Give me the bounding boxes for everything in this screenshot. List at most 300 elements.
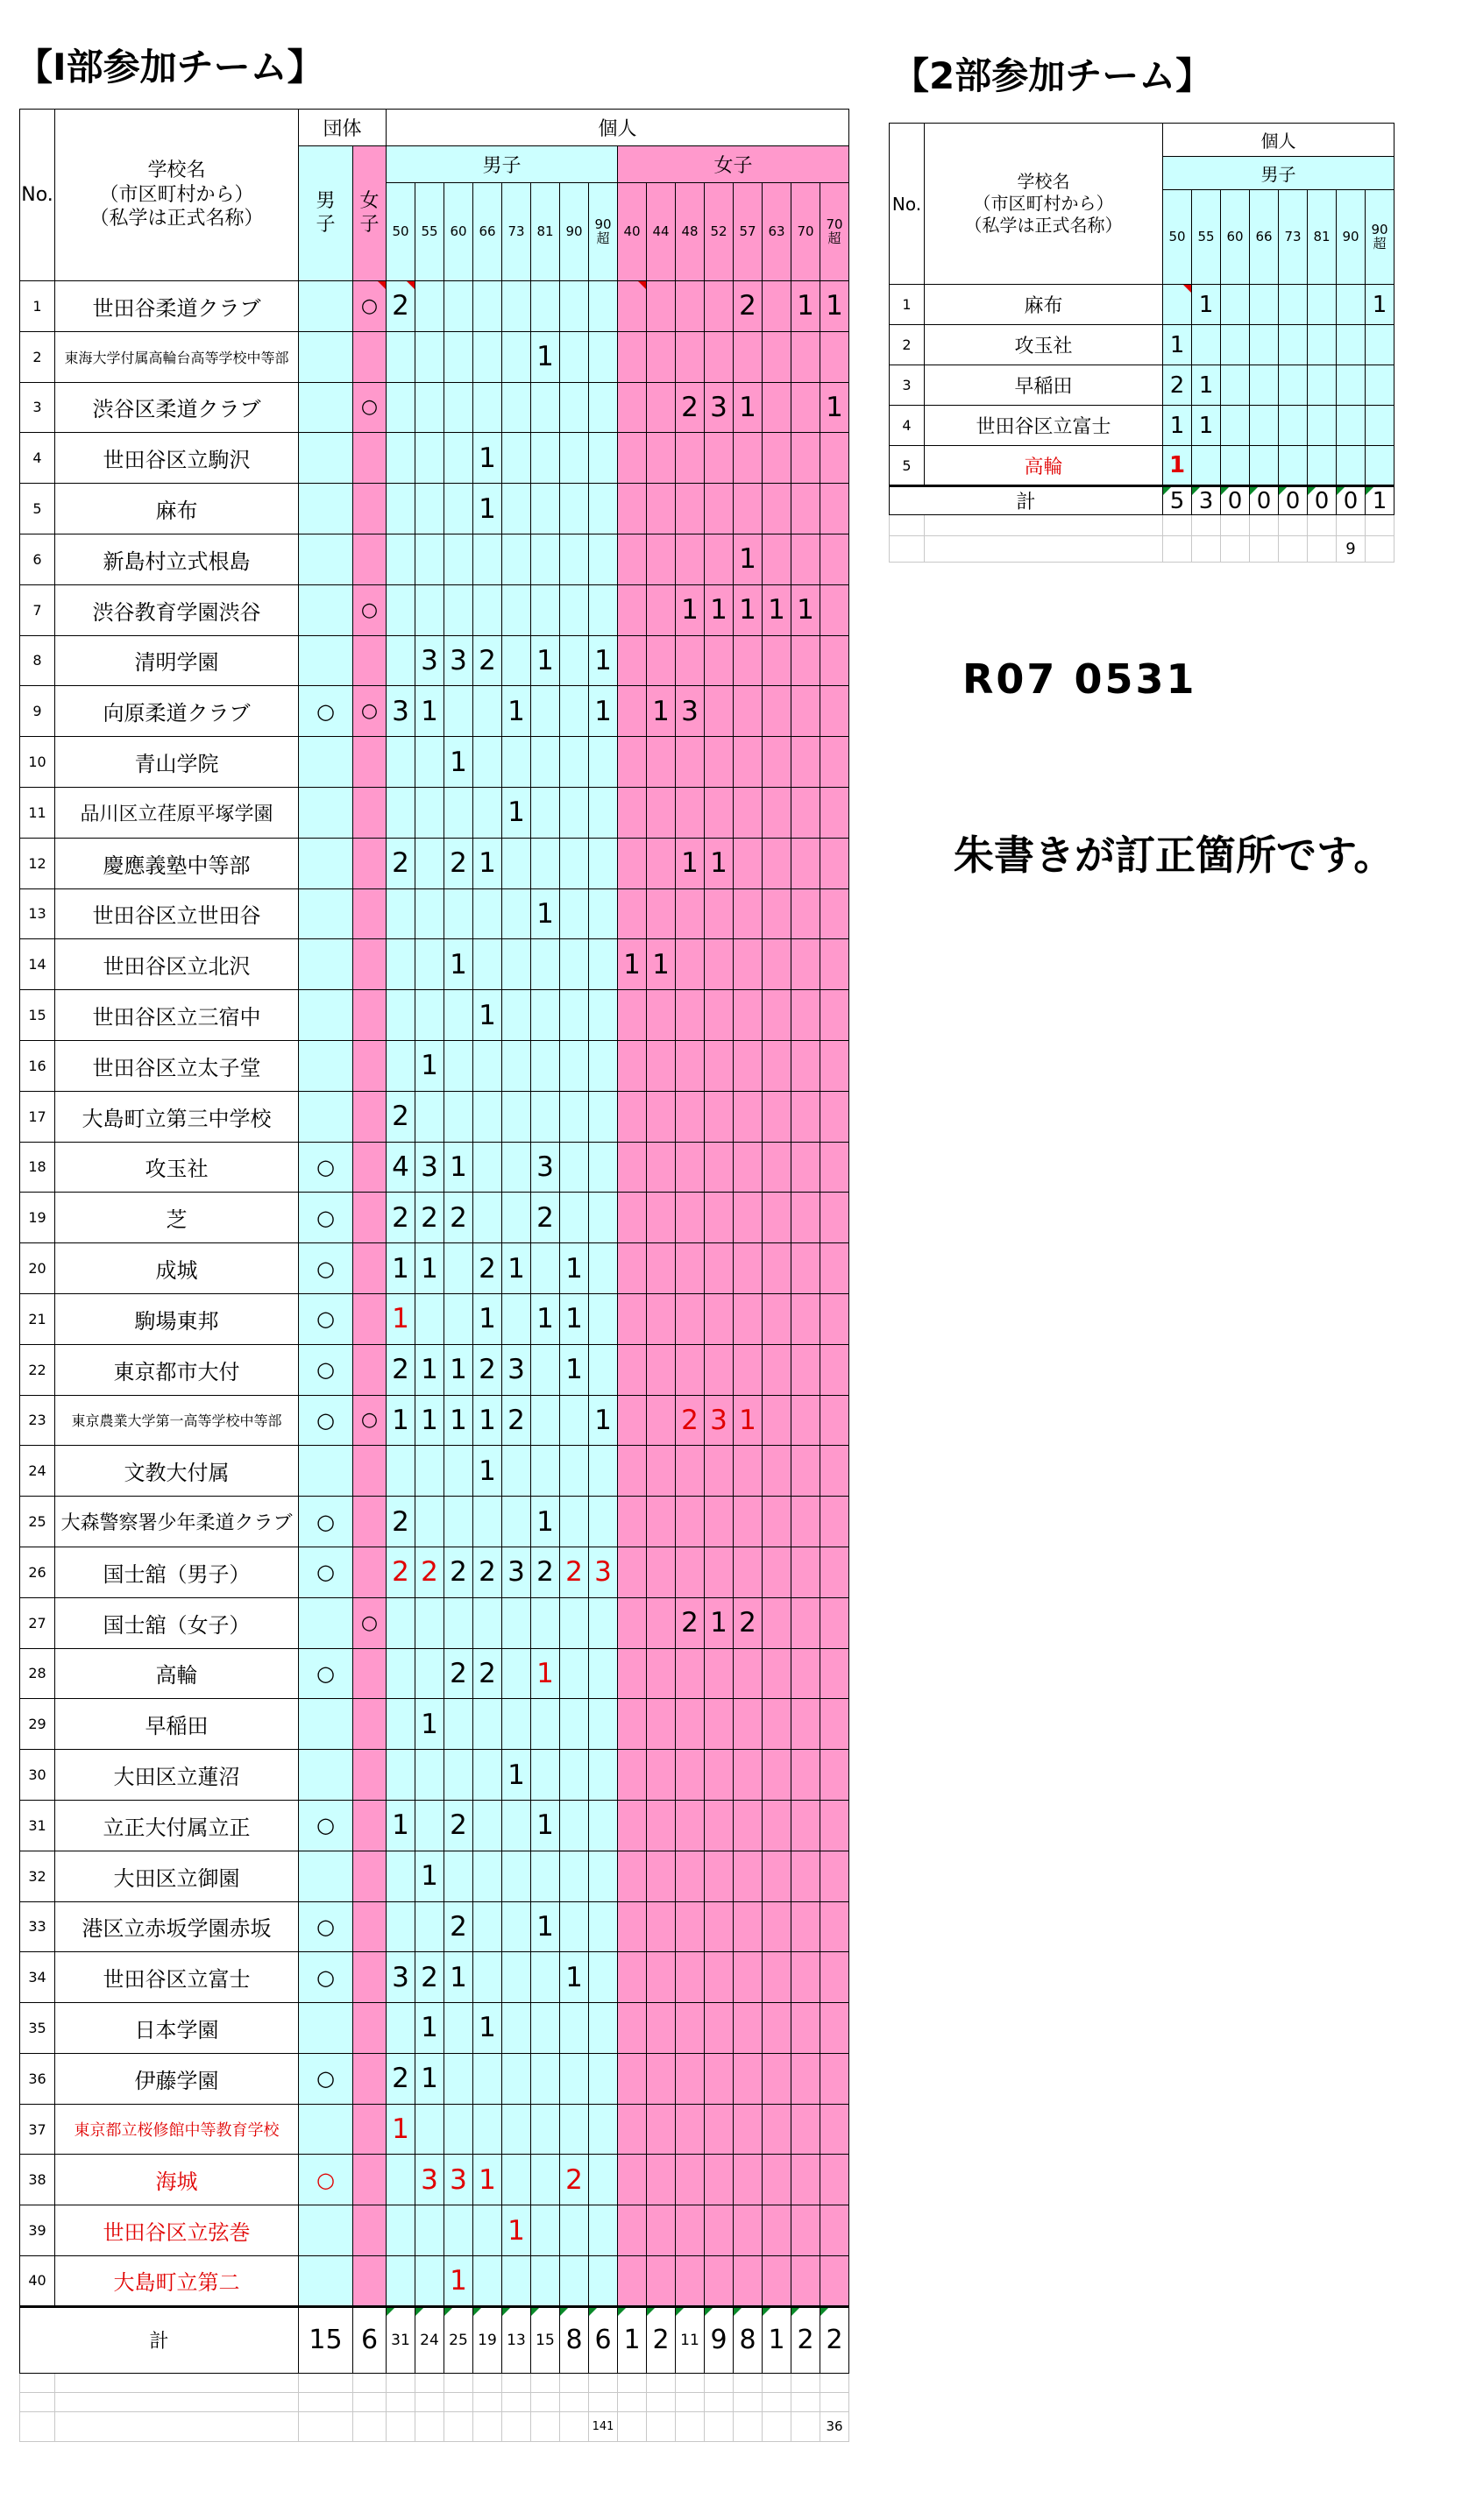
girls-count bbox=[676, 1547, 705, 1597]
boys-count bbox=[387, 1040, 415, 1091]
team-boys-entry bbox=[299, 484, 353, 534]
boys-count bbox=[1308, 406, 1337, 446]
boys-count: 1 bbox=[1192, 406, 1221, 446]
girls-count bbox=[618, 1597, 647, 1648]
girls-count bbox=[618, 1800, 647, 1851]
team-girls-entry bbox=[353, 2053, 387, 2104]
boys-count bbox=[531, 1091, 560, 1142]
girls-count bbox=[618, 1293, 647, 1344]
boys-count bbox=[387, 1750, 415, 1801]
boys-count bbox=[502, 1952, 531, 2003]
boys-count: 3 bbox=[444, 635, 473, 686]
row-number: 19 bbox=[20, 1193, 55, 1243]
boys-count bbox=[531, 534, 560, 584]
girls-count bbox=[647, 1648, 676, 1699]
boys-count bbox=[1250, 446, 1279, 486]
boys-count bbox=[444, 1446, 473, 1497]
school-name: 日本学園 bbox=[55, 2003, 299, 2054]
boys-count bbox=[473, 1497, 502, 1547]
school-name: 文教大付属 bbox=[55, 1446, 299, 1497]
school-name: 駒場東邦 bbox=[55, 1293, 299, 1344]
boys-count: 2 bbox=[473, 1344, 502, 1395]
boys-count bbox=[1337, 285, 1366, 325]
boys-count bbox=[415, 484, 444, 534]
boys-count bbox=[560, 787, 589, 838]
boys-count: 1 bbox=[473, 1446, 502, 1497]
school-name: 立正大付属立正 bbox=[55, 1800, 299, 1851]
boys-weight-class: 90 bbox=[560, 183, 589, 281]
boys-count bbox=[415, 2104, 444, 2155]
team-boys-entry: ○ bbox=[299, 1901, 353, 1952]
boys-count: 1 bbox=[415, 686, 444, 737]
boys-count bbox=[1221, 325, 1250, 365]
blank-cell bbox=[55, 2411, 299, 2441]
boys-count: 2 bbox=[473, 1648, 502, 1699]
boys-count: 1 bbox=[444, 1952, 473, 2003]
boys-count: 3 bbox=[444, 2155, 473, 2205]
boys-count: 3 bbox=[502, 1344, 531, 1395]
team-boys-entry bbox=[299, 281, 353, 332]
school-name: 世田谷区立世田谷 bbox=[55, 888, 299, 939]
blank-cell bbox=[820, 2373, 849, 2392]
girls-count bbox=[763, 2256, 791, 2307]
girls-count bbox=[618, 2155, 647, 2205]
girls-count bbox=[705, 1952, 734, 2003]
blank-cell bbox=[560, 2411, 589, 2441]
school-name: 渋谷区柔道クラブ bbox=[55, 382, 299, 433]
team-row bbox=[20, 281, 849, 332]
boys-count bbox=[415, 281, 444, 332]
boys-count bbox=[444, 382, 473, 433]
total-row bbox=[890, 486, 1394, 515]
girls-count bbox=[820, 1193, 849, 1243]
team-row bbox=[20, 382, 849, 433]
girls-count bbox=[791, 2256, 820, 2307]
boys-count bbox=[589, 484, 618, 534]
boys-count bbox=[1337, 406, 1366, 446]
school-name: 伊藤学園 bbox=[55, 2053, 299, 2104]
team-girls-entry bbox=[353, 838, 387, 888]
team-boys-entry: ○ bbox=[299, 2053, 353, 2104]
team-row bbox=[20, 1800, 849, 1851]
girls-weight-class: 63 bbox=[763, 183, 791, 281]
girls-count bbox=[820, 2003, 849, 2054]
team-boys-entry: ○ bbox=[299, 1395, 353, 1446]
boys-count bbox=[502, 2256, 531, 2307]
total-team-girls: 6 bbox=[353, 2306, 387, 2373]
team-girls-entry bbox=[353, 433, 387, 484]
girls-count bbox=[734, 888, 763, 939]
boys-count bbox=[531, 939, 560, 990]
total-girls-count: 11 bbox=[676, 2306, 705, 2373]
girls-count bbox=[820, 1395, 849, 1446]
boys-count: 1 bbox=[531, 1497, 560, 1547]
boys-weight-class: 66 bbox=[1250, 190, 1279, 285]
girls-count bbox=[734, 1193, 763, 1243]
girls-count bbox=[763, 1243, 791, 1294]
school-name: 海城 bbox=[55, 2155, 299, 2205]
row-number: 16 bbox=[20, 1040, 55, 1091]
boys-count bbox=[473, 2104, 502, 2155]
girls-count bbox=[676, 1750, 705, 1801]
girls-count bbox=[647, 1497, 676, 1547]
blank-cell bbox=[531, 2411, 560, 2441]
total-boys-count: 0 bbox=[1337, 486, 1366, 515]
blank-cell bbox=[415, 2392, 444, 2411]
boys-count bbox=[473, 382, 502, 433]
boys-count bbox=[1250, 325, 1279, 365]
boys-count bbox=[415, 1446, 444, 1497]
boys-weight-class: 60 bbox=[444, 183, 473, 281]
girls-count bbox=[734, 787, 763, 838]
total-boys-count: 13 bbox=[502, 2306, 531, 2373]
total-girls-count: 2 bbox=[647, 2306, 676, 2373]
girls-count: 2 bbox=[734, 281, 763, 332]
boys-count bbox=[531, 787, 560, 838]
boys-count bbox=[589, 939, 618, 990]
boys-count bbox=[531, 990, 560, 1041]
girls-count bbox=[618, 1243, 647, 1294]
blank-cell bbox=[925, 536, 1163, 563]
boys-count bbox=[444, 2104, 473, 2155]
girls-count bbox=[618, 2256, 647, 2307]
blank-cell bbox=[502, 2373, 531, 2392]
team-row bbox=[20, 584, 849, 635]
girls-count bbox=[820, 1699, 849, 1750]
boys-count: 2 bbox=[415, 1952, 444, 2003]
school-name: 品川区立荏原平塚学園 bbox=[55, 787, 299, 838]
boys-count: 1 bbox=[415, 2003, 444, 2054]
boys-count bbox=[589, 433, 618, 484]
girls-count bbox=[763, 1344, 791, 1395]
girls-count bbox=[763, 2155, 791, 2205]
boys-count bbox=[589, 2155, 618, 2205]
team-girls-entry bbox=[353, 1243, 387, 1294]
boys-count bbox=[444, 1750, 473, 1801]
boys-count bbox=[387, 1597, 415, 1648]
boys-count bbox=[589, 1243, 618, 1294]
blank-cell bbox=[55, 2392, 299, 2411]
girls-count bbox=[734, 686, 763, 737]
boys-count bbox=[589, 1648, 618, 1699]
boys-count bbox=[473, 2053, 502, 2104]
blank-cell bbox=[387, 2373, 415, 2392]
girls-count bbox=[705, 2053, 734, 2104]
boys-count: 1 bbox=[444, 939, 473, 990]
header-no: No. bbox=[20, 110, 55, 281]
girls-count bbox=[763, 1648, 791, 1699]
boys-count: 2 bbox=[473, 1243, 502, 1294]
blank-cell bbox=[618, 2411, 647, 2441]
girls-count bbox=[763, 382, 791, 433]
school-name: 港区立赤坂学園赤坂 bbox=[55, 1901, 299, 1952]
girls-count bbox=[791, 787, 820, 838]
girls-count bbox=[763, 1142, 791, 1193]
girls-count bbox=[763, 1497, 791, 1547]
team-row bbox=[20, 686, 849, 737]
girls-count bbox=[791, 1091, 820, 1142]
girls-count bbox=[618, 635, 647, 686]
girls-count bbox=[705, 1091, 734, 1142]
team-row bbox=[20, 1497, 849, 1547]
boys-count bbox=[560, 1142, 589, 1193]
boys-count bbox=[444, 888, 473, 939]
blank-cell bbox=[415, 2373, 444, 2392]
girls-count bbox=[763, 1800, 791, 1851]
team-girls-entry bbox=[353, 787, 387, 838]
boys-count bbox=[560, 484, 589, 534]
boys-count bbox=[444, 2205, 473, 2256]
boys-count bbox=[1163, 285, 1192, 325]
team-row bbox=[20, 484, 849, 534]
girls-count bbox=[676, 1243, 705, 1294]
girls-count bbox=[734, 990, 763, 1041]
boys-count bbox=[502, 1901, 531, 1952]
boys-count: 2 bbox=[473, 1547, 502, 1597]
boys-count: 1 bbox=[415, 1344, 444, 1395]
team-row bbox=[20, 2003, 849, 2054]
boys-count bbox=[415, 2256, 444, 2307]
girls-count bbox=[705, 939, 734, 990]
total-team-boys: 15 bbox=[299, 2306, 353, 2373]
boys-count: 1 bbox=[387, 1395, 415, 1446]
girls-count bbox=[676, 1952, 705, 2003]
boys-count bbox=[473, 737, 502, 788]
boys-count bbox=[502, 382, 531, 433]
team-row bbox=[20, 2205, 849, 2256]
girls-count bbox=[676, 787, 705, 838]
blank-cell bbox=[647, 2392, 676, 2411]
team-boys-entry bbox=[299, 1091, 353, 1142]
boys-count bbox=[444, 1851, 473, 1901]
boys-count bbox=[560, 2256, 589, 2307]
boys-count bbox=[502, 433, 531, 484]
girls-count bbox=[647, 1193, 676, 1243]
girls-count: 2 bbox=[676, 1597, 705, 1648]
boys-count: 3 bbox=[415, 1142, 444, 1193]
girls-count bbox=[734, 1547, 763, 1597]
boys-count: 1 bbox=[1163, 406, 1192, 446]
team-girls-entry: ○ bbox=[353, 1597, 387, 1648]
total-boys-count: 8 bbox=[560, 2306, 589, 2373]
team-girls-entry bbox=[353, 939, 387, 990]
boys-count bbox=[415, 737, 444, 788]
girls-count bbox=[705, 2205, 734, 2256]
boys-count bbox=[1250, 365, 1279, 406]
blank-row bbox=[20, 2411, 849, 2441]
team-boys-entry bbox=[299, 1446, 353, 1497]
team-girls-entry bbox=[353, 1344, 387, 1395]
boys-weight-class: 55 bbox=[1192, 190, 1221, 285]
header-text: 子 bbox=[316, 213, 336, 236]
part2-entry-table bbox=[889, 123, 1394, 563]
boys-weight-class: 50 bbox=[1163, 190, 1192, 285]
header-school-line: （私学は正式名称） bbox=[89, 208, 264, 230]
boys-count: 2 bbox=[444, 1800, 473, 1851]
row-number: 29 bbox=[20, 1699, 55, 1750]
boys-count bbox=[560, 1497, 589, 1547]
boys-count: 2 bbox=[502, 1395, 531, 1446]
school-name: 世田谷区立駒沢 bbox=[55, 433, 299, 484]
team-boys-entry bbox=[299, 1597, 353, 1648]
girls-count bbox=[791, 1699, 820, 1750]
team-boys-entry bbox=[299, 534, 353, 584]
header-text: 子 bbox=[359, 213, 380, 236]
boys-count bbox=[1366, 406, 1394, 446]
girls-count: 3 bbox=[676, 686, 705, 737]
team-boys-entry bbox=[299, 2256, 353, 2307]
team-girls-entry bbox=[353, 2003, 387, 2054]
girls-count bbox=[820, 1800, 849, 1851]
girls-count bbox=[820, 1750, 849, 1801]
boys-count: 3 bbox=[531, 1142, 560, 1193]
boys-count: 2 bbox=[444, 1193, 473, 1243]
girls-count bbox=[734, 331, 763, 382]
team-boys-entry bbox=[299, 1750, 353, 1801]
row-number: 7 bbox=[20, 584, 55, 635]
girls-count bbox=[647, 331, 676, 382]
girls-count bbox=[734, 1952, 763, 2003]
blank-cell bbox=[676, 2373, 705, 2392]
boys-count: 1 bbox=[387, 1243, 415, 1294]
girls-count bbox=[820, 990, 849, 1041]
girls-count bbox=[618, 2003, 647, 2054]
girls-count bbox=[791, 484, 820, 534]
girls-count bbox=[763, 1901, 791, 1952]
boys-count bbox=[589, 888, 618, 939]
girls-count bbox=[791, 1293, 820, 1344]
girls-count bbox=[705, 1901, 734, 1952]
blank-cell bbox=[1163, 536, 1192, 563]
girls-count bbox=[647, 1446, 676, 1497]
boys-count bbox=[473, 1800, 502, 1851]
girls-count bbox=[734, 635, 763, 686]
boys-count bbox=[1337, 446, 1366, 486]
blank-cell bbox=[705, 2392, 734, 2411]
girls-count bbox=[763, 939, 791, 990]
boys-count bbox=[502, 1193, 531, 1243]
boys-count bbox=[387, 635, 415, 686]
girls-count bbox=[618, 1901, 647, 1952]
girls-count bbox=[647, 1091, 676, 1142]
team-girls-entry bbox=[353, 1091, 387, 1142]
girls-count bbox=[763, 534, 791, 584]
school-name: 大田区立蓮沼 bbox=[55, 1750, 299, 1801]
total-boys-count: 0 bbox=[1221, 486, 1250, 515]
girls-count bbox=[647, 2053, 676, 2104]
girls-count bbox=[734, 1750, 763, 1801]
team-girls-entry bbox=[353, 1699, 387, 1750]
boys-count bbox=[473, 534, 502, 584]
girls-count bbox=[763, 331, 791, 382]
girls-count bbox=[734, 1648, 763, 1699]
girls-count bbox=[705, 990, 734, 1041]
boys-count bbox=[387, 990, 415, 1041]
girls-count bbox=[618, 1446, 647, 1497]
girls-count bbox=[791, 635, 820, 686]
boys-count: 2 bbox=[1163, 365, 1192, 406]
boys-count bbox=[1366, 325, 1394, 365]
boys-count bbox=[589, 1293, 618, 1344]
boys-count bbox=[502, 1800, 531, 1851]
girls-count: 1 bbox=[705, 838, 734, 888]
blank-cell bbox=[1366, 536, 1394, 563]
boys-count bbox=[502, 1446, 531, 1497]
school-name: 国士舘（女子） bbox=[55, 1597, 299, 1648]
girls-count bbox=[676, 1699, 705, 1750]
total-row bbox=[20, 2306, 849, 2373]
girls-count bbox=[705, 1547, 734, 1597]
blank-cell bbox=[387, 2392, 415, 2411]
row-number: 18 bbox=[20, 1142, 55, 1193]
girls-count bbox=[763, 1446, 791, 1497]
total-girls-count: 2 bbox=[791, 2306, 820, 2373]
boys-count: 2 bbox=[387, 1497, 415, 1547]
boys-count bbox=[589, 1142, 618, 1193]
boys-count bbox=[531, 2053, 560, 2104]
girls-count bbox=[705, 2003, 734, 2054]
boys-count bbox=[387, 584, 415, 635]
boys-count bbox=[502, 635, 531, 686]
boys-count: 1 bbox=[502, 686, 531, 737]
blank-cell bbox=[560, 2392, 589, 2411]
team-girls-entry bbox=[353, 2104, 387, 2155]
team-row bbox=[20, 737, 849, 788]
boys-count bbox=[387, 2155, 415, 2205]
total-boys-count: 25 bbox=[444, 2306, 473, 2373]
boys-count: 1 bbox=[387, 1293, 415, 1344]
boys-count bbox=[415, 1648, 444, 1699]
girls-count: 2 bbox=[734, 1597, 763, 1648]
team-boys-entry: ○ bbox=[299, 686, 353, 737]
blank-cell bbox=[763, 2373, 791, 2392]
blank-row bbox=[890, 515, 1394, 536]
girls-count bbox=[618, 1851, 647, 1901]
blank-cell bbox=[473, 2392, 502, 2411]
boys-count: 2 bbox=[444, 1901, 473, 1952]
girls-count bbox=[820, 2205, 849, 2256]
boys-count: 1 bbox=[473, 838, 502, 888]
boys-count: 1 bbox=[444, 737, 473, 788]
girls-count bbox=[791, 382, 820, 433]
boys-count bbox=[589, 1800, 618, 1851]
team-girls-entry: ○ bbox=[353, 686, 387, 737]
boys-count bbox=[1221, 365, 1250, 406]
row-number: 32 bbox=[20, 1851, 55, 1901]
boys-count bbox=[444, 534, 473, 584]
boys-weight-class: 81 bbox=[1308, 190, 1337, 285]
girls-count bbox=[734, 838, 763, 888]
girls-count bbox=[676, 281, 705, 332]
blank-cell bbox=[618, 2373, 647, 2392]
team-boys-entry: ○ bbox=[299, 1800, 353, 1851]
girls-count bbox=[734, 1243, 763, 1294]
correction-note: 朱書きが訂正箇所です。 bbox=[954, 832, 1394, 879]
row-number: 20 bbox=[20, 1243, 55, 1294]
team-girls-entry bbox=[353, 737, 387, 788]
blank-cell bbox=[20, 2411, 55, 2441]
girls-count bbox=[763, 2003, 791, 2054]
boys-count: 1 bbox=[502, 787, 531, 838]
boys-count bbox=[473, 331, 502, 382]
team-girls-entry bbox=[353, 1040, 387, 1091]
header-school-line: 学校名 bbox=[1017, 171, 1070, 192]
boys-count bbox=[589, 281, 618, 332]
girls-count bbox=[676, 737, 705, 788]
boys-count bbox=[502, 484, 531, 534]
blank-cell bbox=[502, 2411, 531, 2441]
girls-count bbox=[676, 1851, 705, 1901]
